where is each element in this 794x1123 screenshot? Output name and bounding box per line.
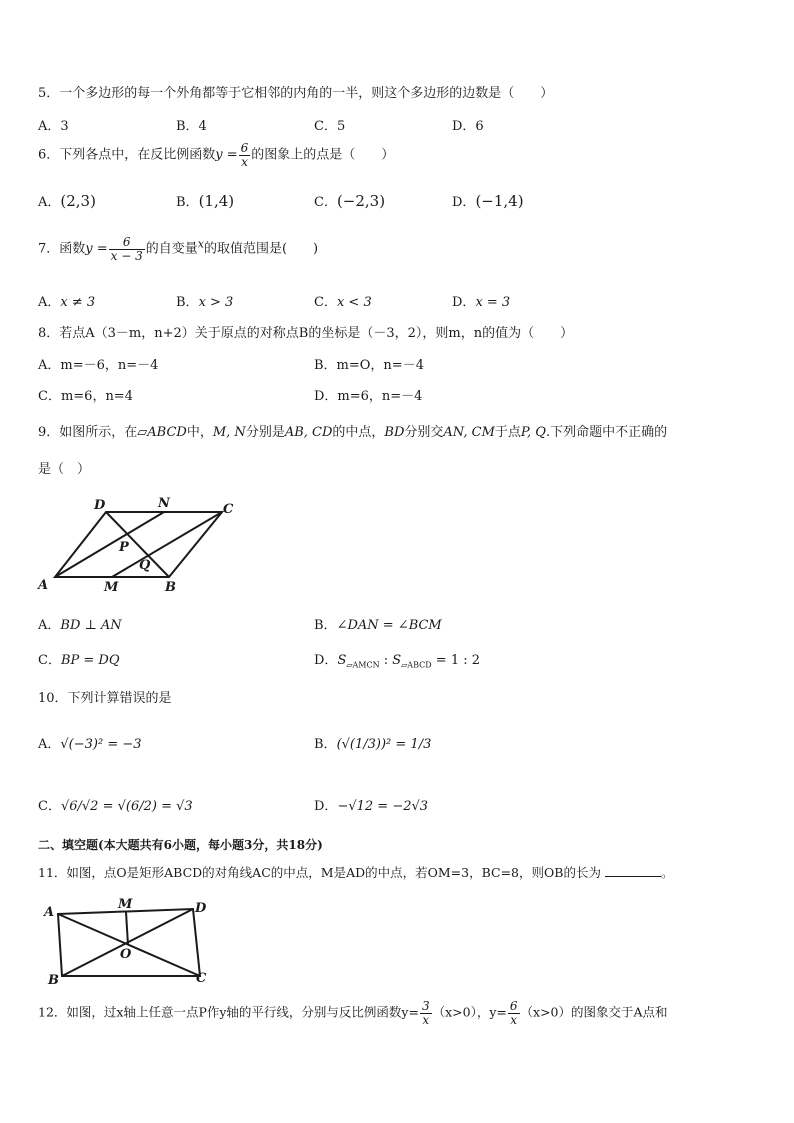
q10-option-c: C．√6/√2 = √(6/2) = √3 [38, 799, 193, 814]
fig9-label-a: A [38, 578, 49, 593]
q7-option-b: B．x > 3 [176, 295, 234, 310]
q9-stem: 9．如图所示，在▱ABCD中，M, N分别是AB, CD的中点，BD分别交AN, CM于点P, Q.下列命题中不正确的 [38, 425, 668, 440]
q7-stem: 7．函数y = $\frac{6}{x - 3}$ 的自变量$^x$的取值范围是( ) [38, 235, 319, 263]
fig11-label-c: C [196, 971, 207, 986]
q6-option-b: B．(1,4) [176, 192, 235, 210]
fig9-label-q: Q [139, 558, 151, 573]
q11-stem: 11．如图，点O是矩形ABCD的对角线AC的中点，M是AD的中点，若OM=3，BC=8，则OB的长为 。 [38, 865, 674, 880]
fig11-label-m: M [118, 897, 133, 912]
q5-option-b: B．4 [176, 119, 207, 134]
q8-option-b: B．m=O，n=－4 [314, 358, 424, 373]
q5-stem: 5．一个多边形的每一个外角都等于它相邻的内角的一半，则这个多边形的边数是（ ） [38, 86, 554, 101]
q12-stem: 12．如图，过x轴上任意一点P作y轴的平行线，分别与反比例函数y= $\frac{3}{x}$ （x>0），y= $\frac{6}{x}$ （x>0）的图象交于A点和 [38, 999, 668, 1027]
q9-option-c: C．BP = DQ [38, 653, 120, 668]
section-fill-in-title: 二、填空题(本大题共有6小题，每小题3分，共18分) [38, 838, 323, 852]
q8-option-a: A．m=－6，n=－4 [38, 358, 159, 373]
q7-option-a: A．x ≠ 3 [38, 295, 96, 310]
fig9-label-d: D [94, 498, 106, 513]
q9-option-d: D．$S_{▱AMCN}$ : $S_{▱ABCD} = 1$ : 2 [314, 653, 480, 670]
q5-option-a: A．3 [38, 119, 69, 134]
segment-bd [106, 512, 169, 577]
q7-option-c: C．x < 3 [314, 295, 372, 310]
q6-option-a: A．(2,3) [38, 192, 96, 210]
fig9-label-b: B [165, 580, 176, 594]
q5-option-c: C．5 [314, 119, 346, 134]
q9-option-a: A．BD ⊥ AN [38, 618, 122, 633]
q11-answer-blank[interactable] [605, 866, 661, 877]
fig11-label-d: D [195, 901, 207, 916]
fig11-label-b: B [48, 973, 59, 988]
q10-option-b: B．(√(1/3))² = 1/3 [314, 737, 432, 752]
q9-option-b: B．∠DAN = ∠BCM [314, 618, 442, 633]
q6-option-c: C．(−2,3) [314, 192, 386, 210]
q6-stem: 6．下列各点中，在反比例函数y = $\frac{6}{x}$ 的图象上的点是（ ） [38, 141, 395, 169]
fig11-label-a: A [44, 905, 55, 920]
q11-rectangle-figure [38, 896, 218, 988]
q8-stem: 8．若点A（3－m，n+2）关于原点的对称点B的坐标是（－3，2），则m，n的值为（ ） [38, 326, 574, 341]
segment-om [126, 912, 128, 945]
q6-option-d: D．(−1,4) [452, 192, 524, 210]
fig9-label-p: P [119, 540, 129, 555]
fig11-label-o: O [120, 947, 132, 962]
q8-option-c: C．m=6，n=4 [38, 389, 133, 404]
q5-option-d: D．6 [452, 119, 484, 134]
q7-option-d: D．x = 3 [452, 295, 511, 310]
q10-stem: 10．下列计算错误的是 [38, 691, 172, 706]
q10-option-a: A．√(−3)² = −3 [38, 737, 142, 752]
q9-stem-line2: 是（ ） [38, 462, 91, 477]
q9-parallelogram-figure [34, 494, 244, 594]
q8-option-d: D．m=6，n=－4 [314, 389, 423, 404]
fig9-label-n: N [158, 496, 170, 511]
q10-option-d: D．−√12 = −2√3 [314, 799, 429, 814]
fig9-label-m: M [104, 580, 119, 594]
fig9-label-c: C [223, 502, 234, 517]
